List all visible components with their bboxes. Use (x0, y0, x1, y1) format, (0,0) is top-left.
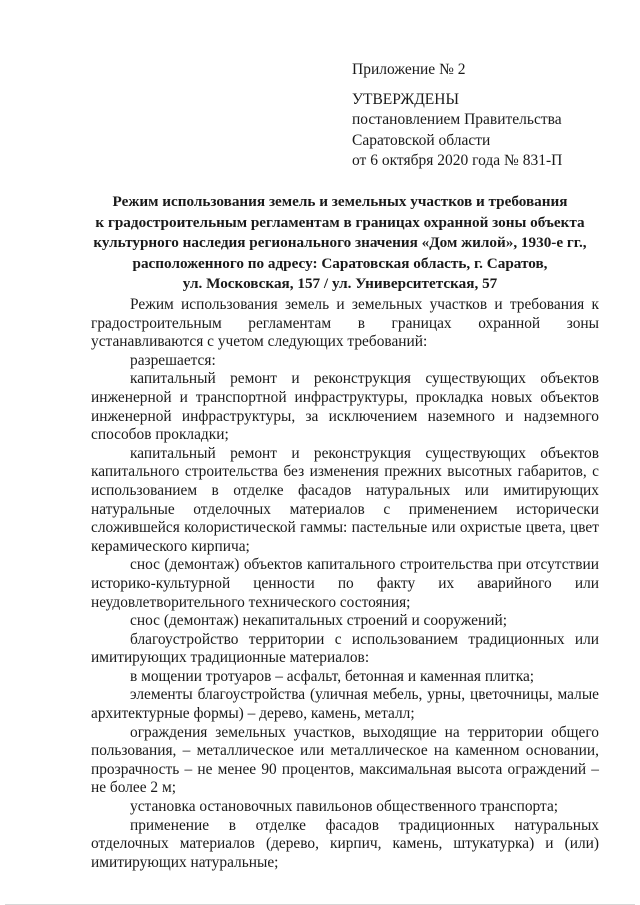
paragraph-item: капитальный ремонт и реконструкция существующих объектов инженерной и транспортной инфраструктуры, прокладка новых объектов инженерной инфраструктуры, за исключением наземного и надземного способов прокладки; (91, 370, 599, 444)
paragraph-item: ограждения земельных участков, выходящие на территории общего пользования, – металлическое или металлическое на каменном основании, прозрачность – не менее 90 процентов, максимальная высота ограждений – не более 2 м; (91, 723, 599, 797)
spacer (352, 81, 612, 90)
paragraph-item: в мощении тротуаров – асфальт, бетонная и каменная плитка; (130, 667, 535, 685)
title-line: расположенного по адресу: Саратовская область, г. Саратов, (132, 254, 548, 272)
appendix-number: Приложение № 2 (352, 61, 466, 78)
approval-block (352, 60, 612, 172)
title-line: культурного наследия регионального значения «Дом жилой», 1930-е гг., (93, 234, 587, 251)
document-body (91, 296, 599, 872)
paragraph-item: элементы благоустройства (уличная мебель, урны, цветочницы, малые архитектурные формы) – дерево, камень, металл; (91, 686, 599, 723)
approved-heading: УТВЕРЖДЕНЫ (352, 90, 459, 108)
paragraph-item: применение в отделке фасадов традиционных натуральных отделочных материалов (дерево, кирпич, камень, штукатурка) и (или) имитирующих натуральные; (91, 816, 599, 871)
paragraph-intro: Режим использования земель и земельных участков и требования к градостроительным регламентам в границах охранной зоны устанавливаются с учетом следующих требований: (91, 296, 599, 351)
title-line: ул. Московская, 157 / ул. Университетская, 57 (182, 275, 498, 292)
title-line: Режим использования земель и земельных участков и требования (112, 193, 568, 210)
document-title (80, 192, 600, 295)
approval-line: Саратовской области (352, 131, 491, 149)
paragraph-allowed: разрешается: (130, 351, 216, 369)
paragraph-item: благоустройство территории с использованием традиционных или имитирующих традиционные материалов: (91, 630, 599, 667)
approval-line: от 6 октября 2020 года № 831-П (352, 152, 563, 169)
paragraph-item: снос (демонтаж) некапитальных строений и сооружений; (130, 612, 507, 630)
paragraph-item: капитальный ремонт и реконструкция существующих объектов капитального строительства без изменения прежних высотных габаритов, с использованием в отделке фасадов натуральных или имитирующих натуральные отделочных материалов с применением исторически сложившейся колористической гаммы: пастельные или охристые цвета, цвет керамического кирпича; (91, 444, 599, 555)
title-line: к градостроительным регламентам в границах охранной зоны объекта (95, 213, 585, 231)
paragraph-item: снос (демонтаж) объектов капитального строительства при отсутствии историко-культурной ценности по факту их аварийного или неудовлетворительного технического состояния; (91, 556, 599, 611)
paragraph-item: установка остановочных павильонов общественного транспорта; (130, 798, 559, 816)
approval-line: постановлением Правительства (352, 111, 562, 128)
